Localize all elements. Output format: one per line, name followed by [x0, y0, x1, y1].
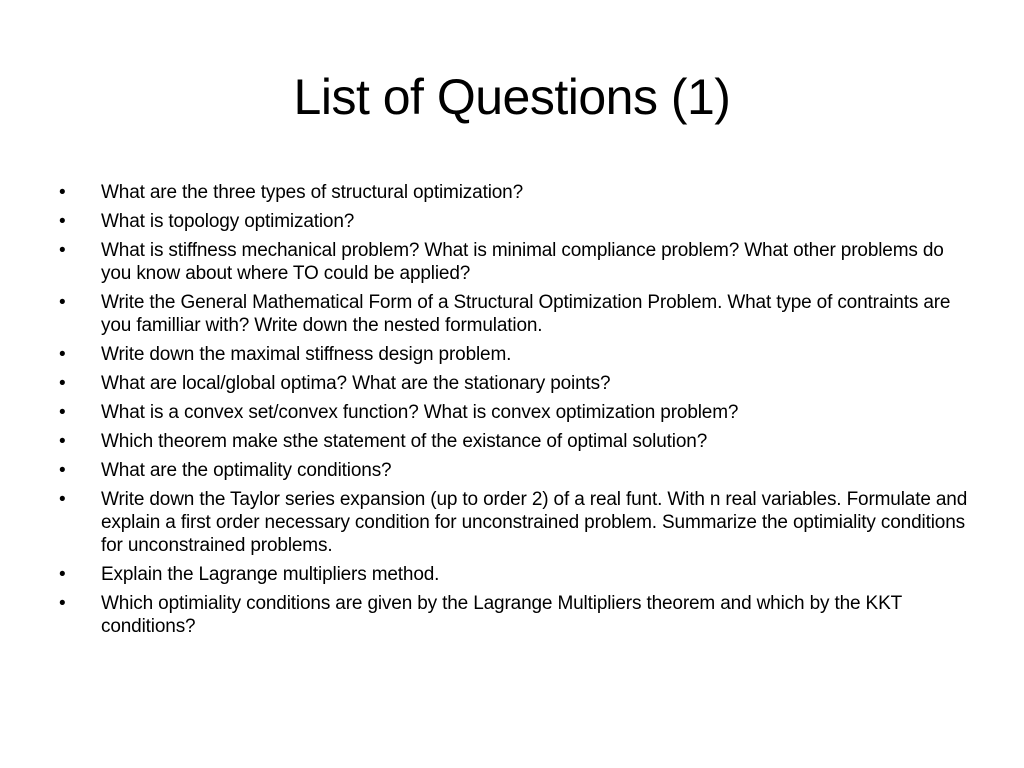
bullet-icon: • — [59, 240, 66, 261]
list-item — [55, 488, 975, 557]
list-item-text: What is stiffness mechanical problem? What is minimal compliance problem? What other problems do you know about where TO could be applied? — [101, 240, 944, 284]
list-item-text: Explain the Lagrange multipliers method. — [101, 564, 440, 585]
list-item-text: What is a convex set/convex function? What is convex optimization problem? — [101, 402, 739, 423]
list-item-text: Write down the Taylor series expansion (up to order 2) of a real funt. With n real variables. Formulate and explain a first order necessary condition for unconstrained problem. Summarize the optimiality conditions for unconstrained problems. — [101, 489, 968, 556]
list-item — [55, 291, 975, 337]
list-item — [55, 181, 975, 204]
list-item-text: Which optimiality conditions are given by the Lagrange Multipliers theorem and which by the KKT conditions? — [101, 593, 902, 637]
bullet-icon: • — [59, 182, 66, 203]
list-item — [55, 401, 975, 424]
list-item — [55, 430, 975, 453]
list-item-text: Write the General Mathematical Form of a Structural Optimization Problem. What type of contraints are you familliar with? Write down the nested formulation. — [101, 292, 951, 336]
list-item-text: Write down the maximal stiffness design problem. — [101, 344, 512, 365]
question-list — [55, 181, 975, 644]
bullet-icon: • — [59, 373, 66, 394]
list-item — [55, 343, 975, 366]
list-item-text: Which theorem make sthe statement of the existance of optimal solution? — [101, 431, 708, 452]
slide-title: List of Questions (1) — [293, 69, 731, 125]
bullet-icon: • — [59, 431, 66, 452]
list-item-text: What is topology optimization? — [101, 211, 355, 232]
bullet-icon: • — [59, 489, 66, 510]
list-item-text: What are the optimality conditions? — [101, 460, 392, 481]
bullet-icon: • — [59, 460, 66, 481]
list-item — [55, 239, 975, 285]
list-item-text: What are local/global optima? What are the stationary points? — [101, 373, 611, 394]
bullet-icon: • — [59, 402, 66, 423]
bullet-icon: • — [59, 344, 66, 365]
bullet-icon: • — [59, 211, 66, 232]
list-item — [55, 372, 975, 395]
list-item — [55, 563, 975, 586]
bullet-icon: • — [59, 593, 66, 614]
list-item — [55, 592, 975, 638]
bullet-icon: • — [59, 564, 66, 585]
bullet-icon: • — [59, 292, 66, 313]
list-item-text: What are the three types of structural optimization? — [101, 182, 524, 203]
list-item — [55, 459, 975, 482]
list-item — [55, 210, 975, 233]
